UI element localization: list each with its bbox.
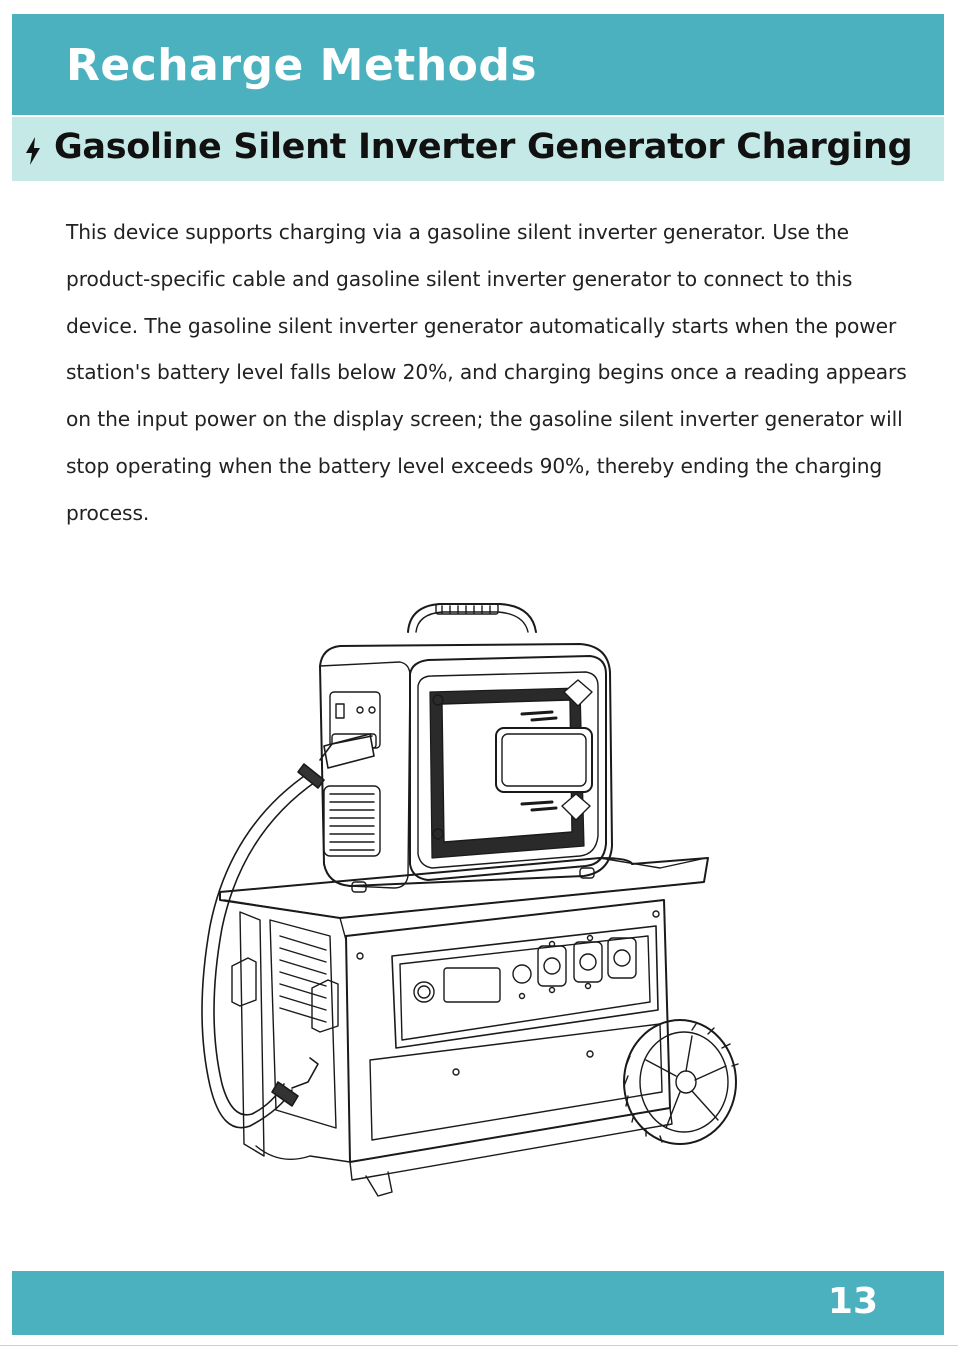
page-number: 13 <box>827 1281 878 1322</box>
section-title: Gasoline Silent Inverter Generator Charging <box>54 127 913 167</box>
page-title: Recharge Methods <box>66 40 538 91</box>
wheel-drawing <box>624 1020 738 1144</box>
footer-bar <box>12 1271 944 1335</box>
generator-charging-illustration <box>160 596 760 1208</box>
power-station-drawing <box>220 858 738 1196</box>
section-header <box>12 117 944 181</box>
lightning-bolt-icon <box>25 137 41 165</box>
bottom-rule <box>0 1345 958 1346</box>
header-bar <box>12 14 944 115</box>
body-paragraph: This device supports charging via a gasoline silent inverter generator. Use the product-specific cable and gasoline silent inverter generator to connect to this device. The gasoline silent inverter generator automatically starts when the power station's battery level falls below 20%, and charging begins once a reading appears on the input power on the display screen; the gasoline silent inverter generator will stop operating when the battery level exceeds 90%, thereby ending the charging process. <box>66 220 907 525</box>
